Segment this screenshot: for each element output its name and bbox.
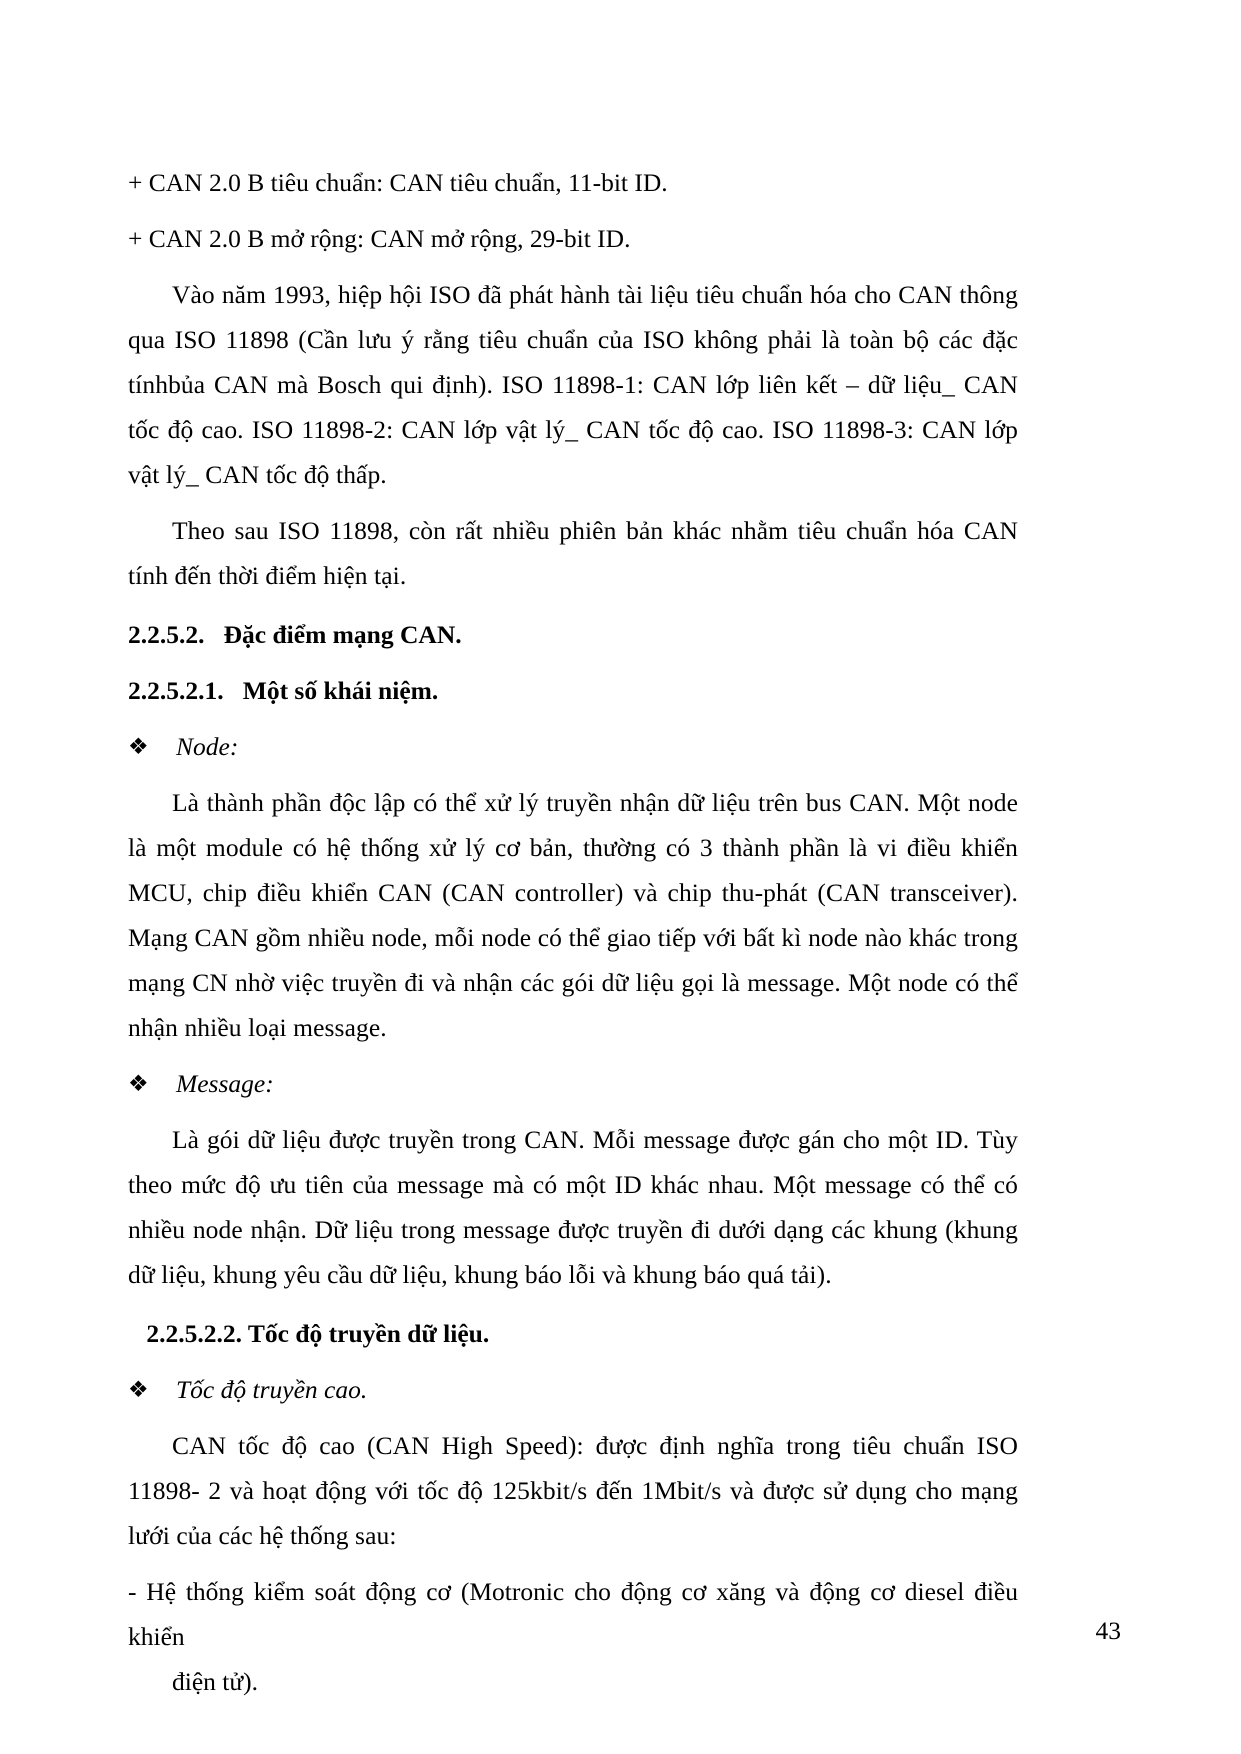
spacer [128,1356,1018,1367]
dash-list-item-engine-control-continued: điện tử). [172,1667,259,1696]
spacer [128,261,1018,272]
paragraph-high-speed: CAN tốc độ cao (CAN High Speed): được định nghĩa trong tiêu chuẩn ISO 11898- 2 và hoạt động với tốc độ 125kbit/s đến 1Mbit/s và được sử dụng cho mạng lưới của các hệ thống sau: [128,1431,1018,1550]
spacer [128,598,1018,612]
spacer [128,1050,1018,1061]
bullet-item-node [128,724,1018,769]
spacer [128,1412,1018,1423]
diamond-bullet-icon: ❖ [128,1377,149,1402]
spacer [128,497,1018,508]
spacer [128,713,1018,724]
diamond-bullet-icon: ❖ [128,1071,149,1096]
dash-list-item-engine-control: - Hệ thống kiểm soát động cơ (Motronic cho động cơ xăng và động cơ diesel điều khiển [128,1577,1018,1651]
heading-2-2-5-2-1: 2.2.5.2.1. Một số khái niệm. [128,676,439,705]
bullet-item-message-label: Message: [176,1069,274,1098]
heading-2-2-5-2: 2.2.5.2. Đặc điểm mạng CAN. [128,620,462,649]
page-content [128,160,1018,1704]
spacer [128,657,1018,668]
spacer [128,205,1018,216]
paragraph-theo-sau-iso: Theo sau ISO 11898, còn rất nhiều phiên bản khác nhằm tiêu chuẩn hóa CAN tính đến thời điểm hiện tại. [128,516,1018,590]
bullet-item-node-label: Node: [176,732,239,761]
bullet-item-message [128,1061,1018,1106]
paragraph-iso-standard: Vào năm 1993, hiệp hội ISO đã phát hành tài liệu tiêu chuẩn hóa cho CAN thông qua ISO 11898 (Cần lưu ý rằng tiêu chuẩn của ISO không phải là toàn bộ các đặc tínhbủa CAN mà Bosch qui định). ISO 11898-1: CAN lớp liên kết – dữ liệu_ CAN tốc độ cao. ISO 11898-2: CAN lớp vật lý_ CAN tốc độ cao. ISO 11898-3: CAN lớp vật lý_ CAN tốc độ thấp. [128,280,1018,489]
spacer [128,1106,1018,1117]
bullet-item-toc-do-cao-label: Tốc độ truyền cao. [176,1375,368,1404]
list-item-can-standard: + CAN 2.0 B tiêu chuẩn: CAN tiêu chuẩn, 11-bit ID. [128,168,668,197]
paragraph-node-description: Là thành phần độc lập có thể xử lý truyền nhận dữ liệu trên bus CAN. Một node là một module có hệ thống xử lý cơ bản, thường có 3 thành phần là vi điều khiển MCU, chip điều khiển CAN (CAN controller) và chip thu-phát (CAN transceiver). Mạng CAN gồm nhiều node, mỗi node có thể giao tiếp với bất kì node nào khác trong mạng CN nhờ việc truyền đi và nhận các gói dữ liệu gọi là message. Một node có thể nhận nhiều loại message. [128,788,1018,1042]
diamond-bullet-icon: ❖ [128,734,149,759]
page-number: 43 [1095,1616,1121,1645]
bullet-item-toc-do-cao [128,1367,1018,1412]
heading-2-2-5-2-2: 2.2.5.2.2. Tốc độ truyền dữ liệu. [140,1319,490,1348]
spacer [128,769,1018,780]
spacer [128,1558,1018,1569]
paragraph-message-description: Là gói dữ liệu được truyền trong CAN. Mỗi message được gán cho một ID. Tùy theo mức độ ưu tiên của message mà có một ID khác nhau. Một message có thể có nhiều node nhận. Dữ liệu trong message được truyền đi dưới dạng các khung (khung dữ liệu, khung yêu cầu dữ liệu, khung báo lỗi và khung báo quá tải). [128,1125,1018,1289]
spacer [128,1297,1018,1311]
list-item-can-extended: + CAN 2.0 B mở rộng: CAN mở rộng, 29-bit ID. [128,224,631,253]
